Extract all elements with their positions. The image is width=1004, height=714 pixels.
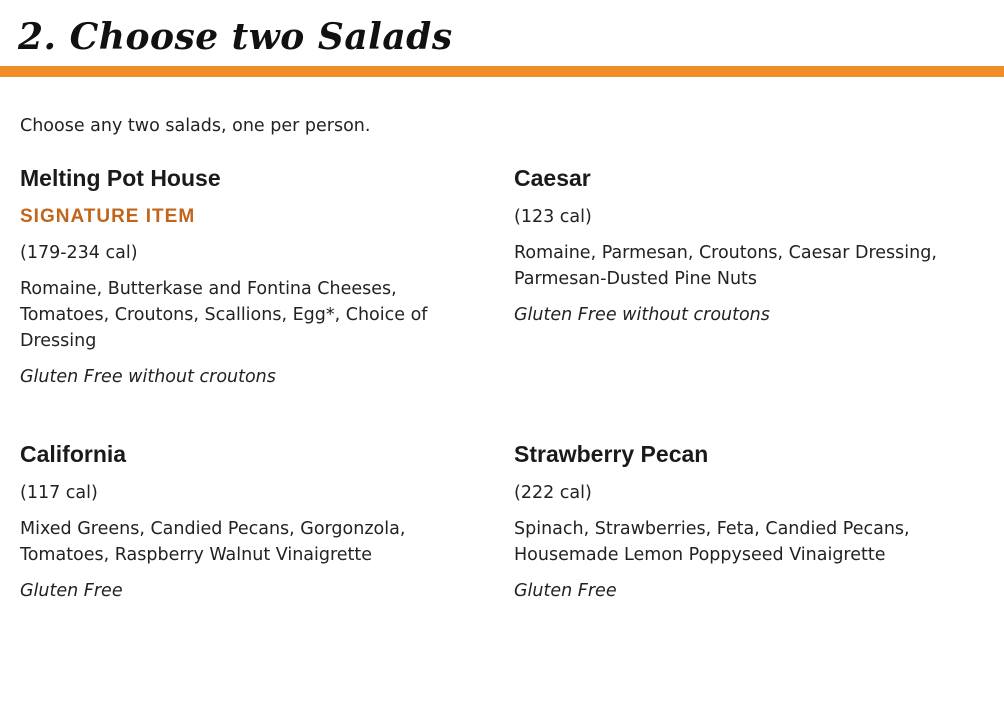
dietary-note: Gluten Free xyxy=(20,581,123,601)
salad-item-strawberry-pecan xyxy=(514,439,974,603)
salad-calories: (123 cal) xyxy=(514,207,592,227)
salad-description: Romaine, Butterkase and Fontina Cheeses, Tomatoes, Croutons, Scallions, Egg*, Choice of Dressing xyxy=(20,279,428,351)
salad-description: Mixed Greens, Candied Pecans, Gorgonzola, Tomatoes, Raspberry Walnut Vinaigrette xyxy=(20,519,406,565)
salad-item-california xyxy=(20,439,490,603)
salad-description: Romaine, Parmesan, Croutons, Caesar Dressing, Parmesan-Dusted Pine Nuts xyxy=(514,243,937,289)
salad-item-caesar xyxy=(514,163,954,327)
intro-text: Choose any two salads, one per person. xyxy=(20,116,371,136)
dietary-note: Gluten Free without croutons xyxy=(514,305,770,325)
salad-calories: (179-234 cal) xyxy=(20,243,138,263)
dietary-note: Gluten Free xyxy=(514,581,617,601)
salad-description: Spinach, Strawberries, Feta, Candied Pecans, Housemade Lemon Poppyseed Vinaigrette xyxy=(514,519,910,565)
salad-calories: (117 cal) xyxy=(20,483,98,503)
salad-name: Caesar xyxy=(514,165,591,191)
title-divider xyxy=(0,66,1004,77)
salad-name: California xyxy=(20,441,127,467)
section-title: 2. Choose two Salads xyxy=(18,16,453,58)
salad-name: Melting Pot House xyxy=(20,165,221,191)
salad-name: Strawberry Pecan xyxy=(514,441,709,467)
signature-item-badge: SIGNATURE ITEM xyxy=(20,206,196,227)
salad-calories: (222 cal) xyxy=(514,483,592,503)
section-header xyxy=(0,0,1004,78)
dietary-note: Gluten Free without croutons xyxy=(20,367,276,387)
salad-item-melting-pot-house xyxy=(20,163,490,389)
